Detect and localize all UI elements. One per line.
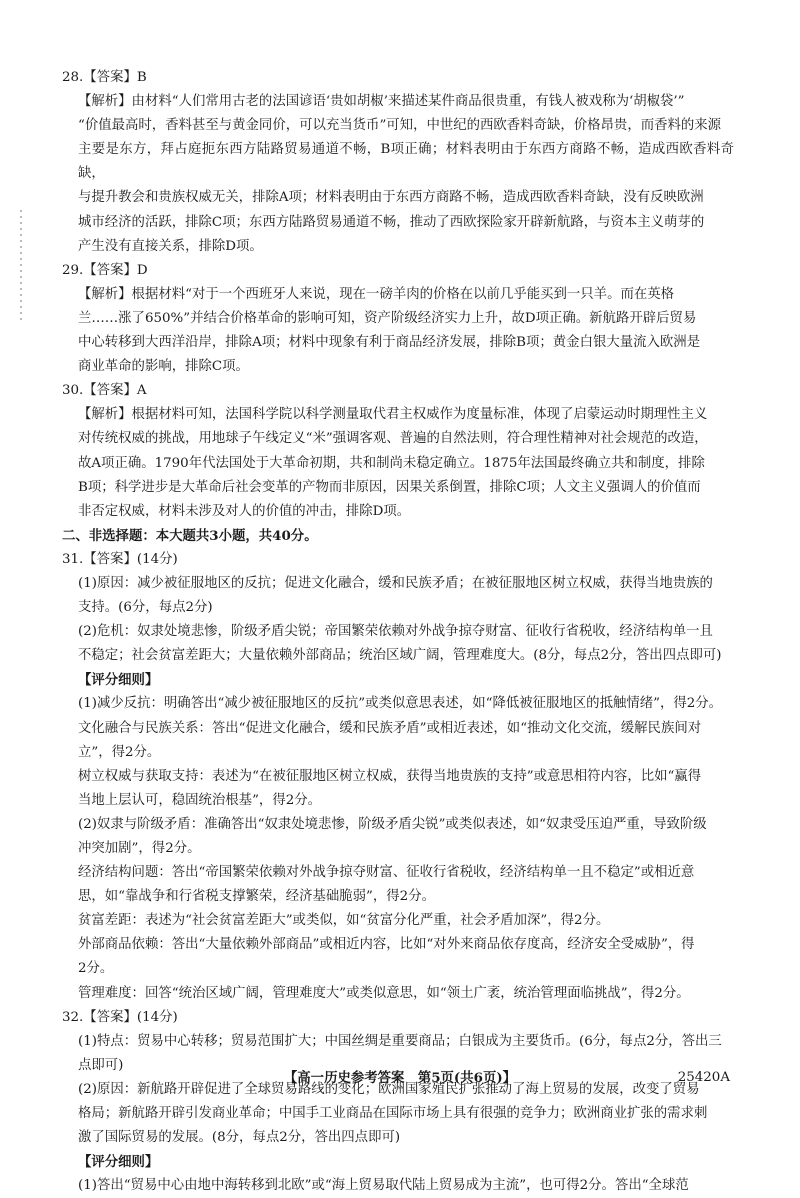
q31-body: [62, 572, 734, 1006]
q29-expl-line: 中心转移到大西洋沿岸，排除A项；材料中现象有利于商品经济发展，排除B项；黄金白银大量流入欧洲是: [78, 335, 701, 351]
answer-content: [62, 66, 734, 1198]
q32-part2-line: 激了国际贸易的发展。(8分，每点2分，答出四点即可): [78, 1130, 401, 1146]
q32-rule-line: (1)答出“贸易中心由地中海转移到北欧”或“海上贸易取代陆上贸易成为主流”，也可得2分。答出“全球范: [78, 1178, 689, 1194]
q31-rule-line: 立”，得2分。: [78, 744, 161, 760]
q32-part2-line: (2)原因：新航路开辟促进了全球贸易路线的变化；欧洲国家殖民扩张推动了海上贸易的发展，改变了贸易: [78, 1081, 700, 1097]
q30-explanation: [62, 403, 734, 523]
q31-part2-line: (2)危机：奴隶处境悲惨，阶级矛盾尖锐；帝国繁荣依赖对外战争掠夺财富、征收行省税收，经济结构单一且: [78, 624, 713, 640]
q28-explanation: [62, 90, 734, 259]
q29-expl-line: 兰……涨了650%”并结合价格革命的影响可知，资产阶级经济实力上升，故D项正确。新航路开辟后贸易: [78, 310, 697, 326]
question-29: [62, 259, 734, 379]
q32-part2-line: 格局；新航路开辟引发商业革命；中国手工业商品在国际市场上具有很强的竞争力；欧洲商业扩张的需求刺: [78, 1106, 708, 1122]
q30-expl-line: B项；科学进步是大革命后社会变革的产物而非原因，因果关系倒置，排除C项；人文主义强调人的价值而: [78, 479, 701, 495]
q31-part1-line: 支持。(6分，每点2分): [78, 600, 213, 616]
q31-rule-line: 冲突加剧”，得2分。: [78, 841, 201, 856]
question-32: [62, 1006, 734, 1198]
footer-code: 25420A: [677, 1070, 730, 1085]
page-footer: [0, 1066, 800, 1090]
q31-rule-line: 管理难度：回答“统治区域广阔，管理难度大”或类似意思，如“领土广袤，统治管理面临挑战”，得2分。: [78, 985, 690, 1001]
binding-margin-marks: [20, 210, 22, 320]
q28-expl-line: “价值最高时，香料甚至与黄金同价，可以充当货币”可知，中世纪的西欧香料奇缺，价格昂贵，而香料的来源: [78, 118, 722, 134]
q31-rule-line: 文化融合与民族关系：答出“促进文化融合，缓和民族矛盾”或相近表述，如“推动文化交流，缓解民族间对: [78, 720, 702, 736]
q28-expl-line: 主要是东方，拜占庭扼东西方陆路贸易通道不畅，B项正确；材料表明由于东西方商路不畅，造成西欧香料奇缺，: [78, 142, 734, 182]
question-28: [62, 66, 734, 259]
q28-expl-line: 产生没有直接关系，排除D项。: [78, 238, 263, 254]
q32-rules-heading: 【评分细则】: [78, 1154, 159, 1171]
q29-expl-line: 商业革命的影响，排除C项。: [78, 359, 249, 375]
q31-rule-line: (1)减少反抗：明确答出“减少被征服地区的反抗”或类似意思表述，如“降低被征服地区的抵触情绪”，得2分。: [78, 696, 723, 712]
q28-expl-line: 与提升教会和贵族权威无关，排除A项；材料表明由于东西方商路不畅，造成西欧香料奇缺，没有反映欧洲: [78, 190, 704, 206]
section-heading: 二、非选择题：本大题共3小题，共40分。: [62, 527, 318, 544]
q30-expl-line: 对传统权威的挑战，用地球子午线定义“米”强调客观、普遍的自然法则，符合理性精神对社会规范的改造，: [78, 431, 708, 447]
q31-rules-heading: 【评分细则】: [78, 672, 159, 689]
q31-rule-line: 思，如“靠战争和行省税支撑繁荣，经济基础脆弱”，得2分。: [78, 889, 435, 905]
footer-title: 【高一历史参考答案 第5页(共6页)】: [283, 1070, 517, 1086]
q32-part1-line: 点即可): [78, 1057, 124, 1073]
question-30: [62, 379, 734, 524]
q32-part1-line: (1)特点：贸易中心转移；贸易范围扩大；中国丝绸是重要商品；白银成为主要货币。(6分，每点2分，答出三: [78, 1033, 722, 1049]
q30-expl-line: 故A项正确。1790年代法国处于大革命初期，共和制尚未稳定确立。1875年法国最终确立共和制度，排除: [78, 455, 705, 471]
q31-rule-line: 经济结构问题：答出“帝国繁荣依赖对外战争掠夺财富、征收行省税收，经济结构单一且不稳定”或相近意: [78, 865, 695, 881]
q29-expl-line: 【解析】根据材料“对于一个西班牙人来说，现在一磅羊肉的价格在以前几乎能买到一只羊。而在英格: [78, 286, 675, 302]
q32-body: [62, 1030, 734, 1198]
q31-rule-line: 外部商品依赖：答出“大量依赖外部商品”或相近内容，比如“对外来商品依存度高，经济安全受威胁”，得: [78, 937, 695, 953]
q30-answer: 30.【答案】A: [62, 383, 147, 399]
q28-expl-line: 【解析】由材料“人们常用古老的法国谚语‘贵如胡椒’来描述某件商品很贵重，有钱人被戏称为‘胡椒袋’”: [78, 94, 685, 110]
q32-heading: 32.【答案】(14分): [62, 1009, 178, 1025]
q31-rule-line: 贫富差距：表述为“社会贫富差距大”或类似，如“贫富分化严重，社会矛盾加深”，得2分。: [78, 913, 610, 929]
q29-explanation: [62, 283, 734, 379]
q31-rule-line: (2)奴隶与阶级矛盾：准确答出“奴隶处境悲惨，阶级矛盾尖锐”或类似表述，如“奴隶受压迫严重，导致阶级: [78, 816, 707, 832]
q31-part1-line: (1)原因：减少被征服地区的反抗；促进文化融合，缓和民族矛盾；在被征服地区树立权威，获得当地贵族的: [78, 575, 713, 591]
q30-expl-line: 非否定权威，材料未涉及对人的价值的冲击，排除D项。: [78, 503, 411, 519]
q31-rule-line: 当地上层认可，稳固统治根基”，得2分。: [78, 792, 322, 808]
q31-part2-line: 不稳定；社会贫富差距大；大量依赖外部商品；统治区域广阔，管理难度大。(8分，每点2分，答出四点即可): [78, 648, 722, 664]
q28-answer: 28.【答案】B: [62, 70, 147, 85]
question-31: [62, 548, 734, 1006]
q31-rule-line: 2分。: [78, 961, 114, 977]
q29-answer: 29.【答案】D: [62, 262, 148, 278]
q28-expl-line: 城市经济的活跃，排除C项；东西方陆路贸易通道不畅，推动了西欧探险家开辟新航路，与资本主义萌芽的: [78, 214, 705, 230]
q31-heading: 31.【答案】(14分): [62, 551, 178, 567]
q31-rule-line: 树立权威与获取支持：表述为“在被征服地区树立权威，获得当地贵族的支持”或意思相符内容，比如“赢得: [78, 768, 702, 784]
q30-expl-line: 【解析】根据材料可知，法国科学院以科学测量取代君主权威作为度量标准，体现了启蒙运动时期理性主义: [78, 407, 708, 423]
